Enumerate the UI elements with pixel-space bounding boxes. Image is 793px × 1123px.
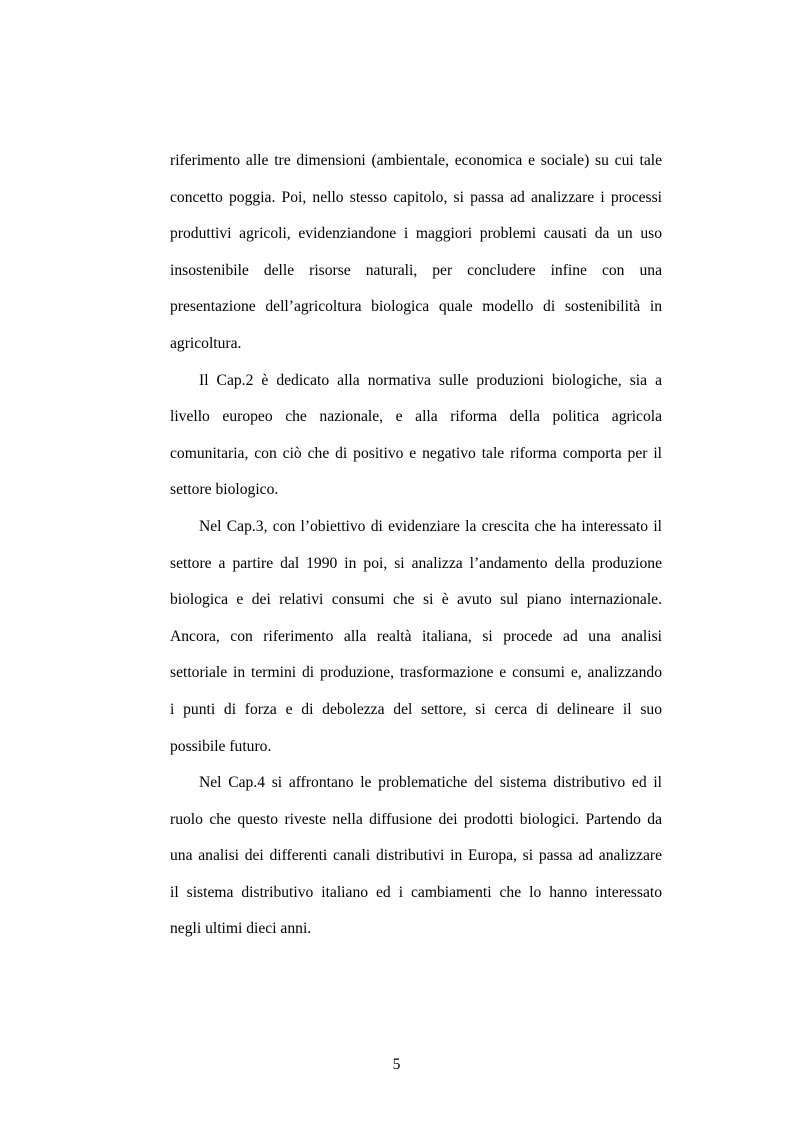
paragraph-line: insostenibile delle risorse naturali, per concludere infine con una bbox=[170, 261, 662, 279]
paragraph-line: settore biologico. bbox=[170, 481, 279, 499]
paragraph-line: il sistema distributivo italiano ed i cambiamenti che lo hanno interessato bbox=[170, 883, 662, 901]
paragraph-line: Il Cap.2 è dedicato alla normativa sulle produzioni biologiche, sia a bbox=[199, 371, 662, 389]
body-text bbox=[170, 143, 662, 948]
paragraph-line: livello europeo che nazionale, e alla riforma della politica agricola bbox=[170, 408, 662, 426]
paragraph-2 bbox=[170, 363, 662, 509]
paragraph-line: agricoltura. bbox=[170, 334, 242, 352]
paragraph-line: riferimento alle tre dimensioni (ambientale, economica e sociale) su cui tale bbox=[170, 152, 662, 169]
paragraph-line: comunitaria, con ciò che di positivo e negativo tale riforma comporta per il bbox=[170, 444, 662, 462]
paragraph-line: settoriale in termini di produzione, trasformazione e consumi e, analizzando bbox=[170, 664, 662, 682]
paragraph-line: presentazione dell’agricoltura biologica quale modello di sostenibilità in bbox=[170, 298, 662, 316]
paragraph-line: ruolo che questo riveste nella diffusione dei prodotti biologici. Partendo da bbox=[170, 810, 662, 828]
paragraph-line: negli ultimi dieci anni. bbox=[170, 920, 312, 938]
page-number: 5 bbox=[392, 1056, 401, 1073]
paragraph-line: settore a partire dal 1990 in poi, si analizza l’andamento della produzione bbox=[170, 554, 662, 572]
paragraph-3 bbox=[170, 509, 662, 765]
paragraph-line: Nel Cap.3, con l’obiettivo di evidenziare la crescita che ha interessato il bbox=[199, 517, 662, 535]
paragraph-line: concetto poggia. Poi, nello stesso capitolo, si passa ad analizzare i processi bbox=[170, 188, 662, 206]
paragraph-line: Nel Cap.4 si affrontano le problematiche del sistema distributivo ed il bbox=[199, 774, 662, 792]
paragraph-line: biologica e dei relativi consumi che si è avuto sul piano internazionale. bbox=[170, 591, 662, 609]
paragraph-line: possibile futuro. bbox=[170, 737, 272, 755]
paragraph-line: produttivi agricoli, evidenziandone i maggiori problemi causati da un uso bbox=[170, 225, 662, 243]
paragraph-line: una analisi dei differenti canali distributivi in Europa, si passa ad analizzare bbox=[170, 847, 662, 865]
paragraph-4 bbox=[170, 765, 662, 948]
paragraph-1 bbox=[170, 143, 662, 363]
paragraph-line: Ancora, con riferimento alla realtà italiana, si procede ad una analisi bbox=[170, 627, 662, 645]
paragraph-line: i punti di forza e di debolezza del settore, si cerca di delineare il suo bbox=[170, 700, 662, 718]
